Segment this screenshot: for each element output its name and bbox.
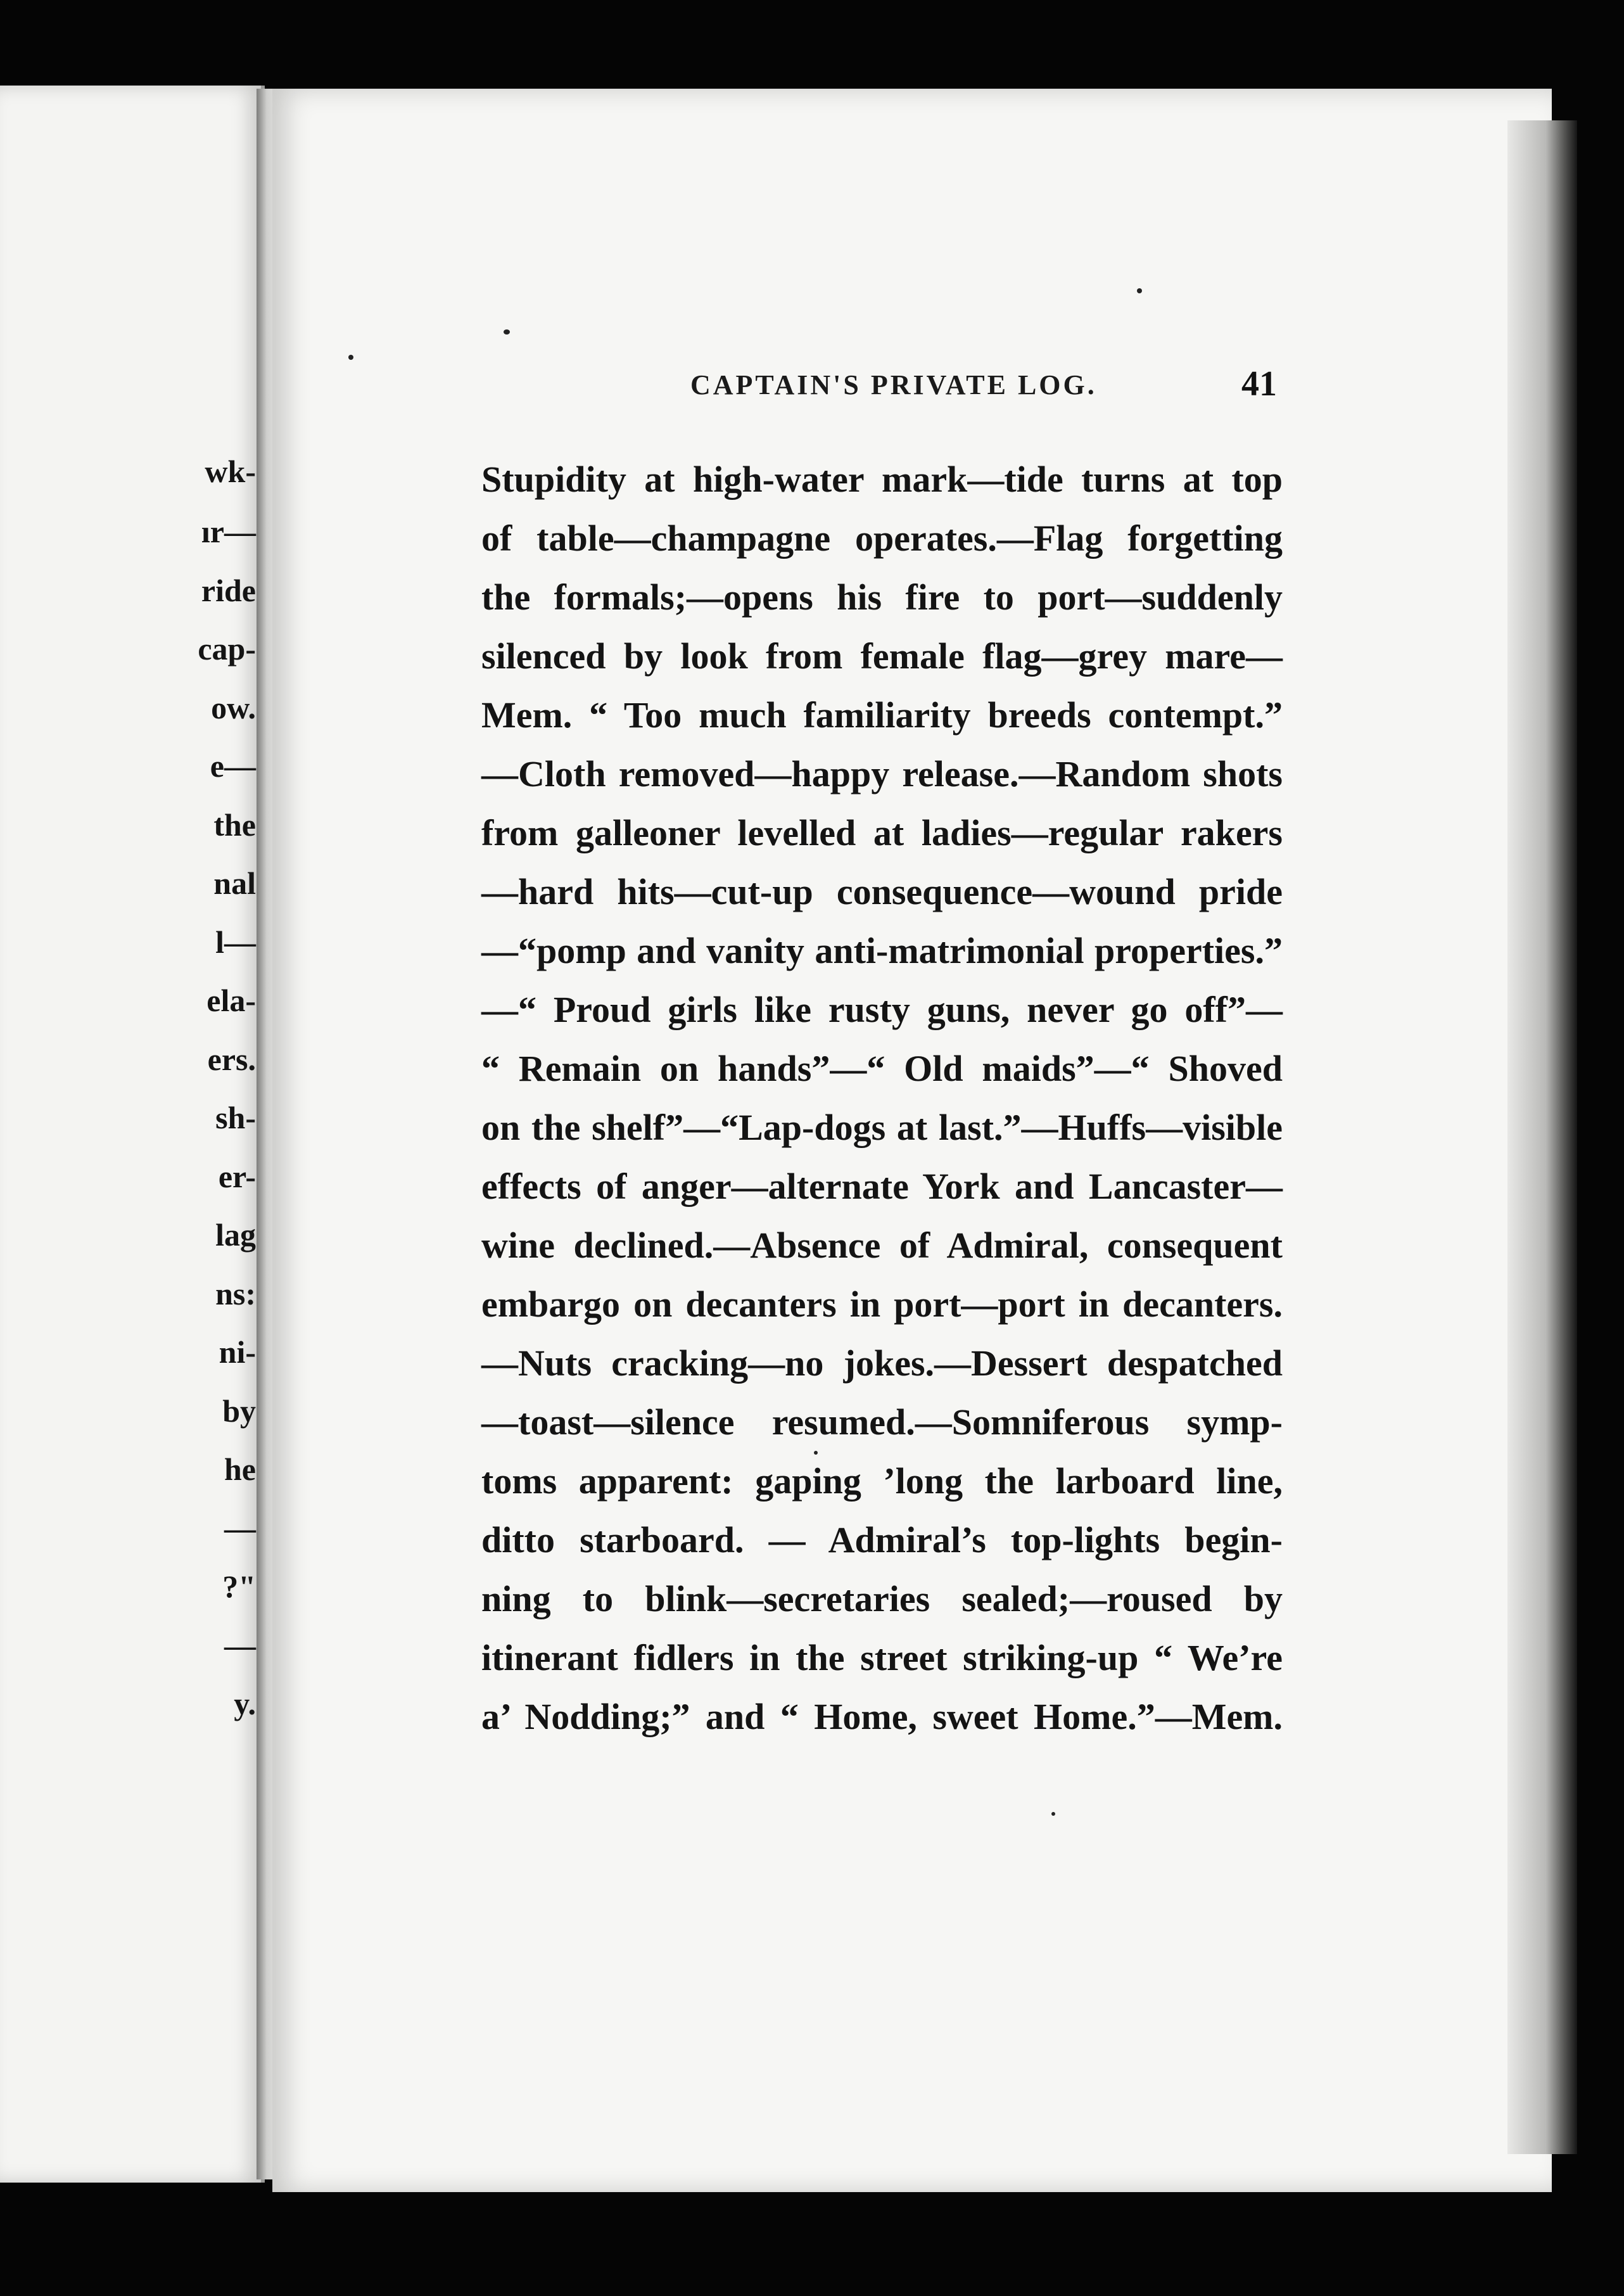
text-line: a’ Nodding;” and “ Home, sweet Home.”—Mem.: [481, 1696, 1283, 1737]
left-fragment: ela-: [206, 983, 256, 1018]
left-fragment: ride: [201, 573, 256, 608]
page-edge-shadow: [1507, 120, 1577, 2154]
left-fragment: ır—: [201, 514, 256, 549]
text-line: —toast—silence resumed.—Somniferous symp-: [481, 1401, 1283, 1443]
left-fragment: ns:: [215, 1276, 256, 1311]
left-fragment: sh-: [215, 1100, 256, 1135]
text-line: itinerant fidlers in the street striking-up “ We’re: [481, 1637, 1283, 1678]
text-line: —hard hits—cut-up consequence—wound pride: [481, 871, 1283, 912]
left-fragment: the: [213, 807, 256, 843]
text-line: Mem. “ Too much familiarity breeds contempt.”: [481, 694, 1283, 736]
text-line: ning to blink—secretaries sealed;—roused by: [481, 1578, 1283, 1619]
left-fragment: ni-: [219, 1334, 256, 1370]
text-line: ditto starboard. — Admiral’s top-lights begin-: [481, 1519, 1283, 1560]
left-fragment: ers.: [207, 1042, 256, 1077]
left-fragment: he: [224, 1451, 256, 1487]
dust-speck: [504, 329, 510, 335]
text-line: Stupidity at high-water mark—tide turns at top: [481, 459, 1283, 500]
left-fragment: l—: [215, 924, 256, 960]
left-fragment: lag: [215, 1217, 256, 1253]
left-fragment: wk-: [205, 454, 256, 489]
left-fragment: e—: [210, 748, 256, 784]
text-line: of table—champagne operates.—Flag forgetting: [481, 518, 1283, 559]
left-fragment: nal: [213, 865, 256, 901]
left-fragment: cap-: [198, 631, 256, 666]
dust-speck: [814, 1451, 818, 1455]
text-line: —Cloth removed—happy release.—Random shots: [481, 753, 1283, 794]
left-fragment: —: [224, 1628, 256, 1663]
text-line: “ Remain on hands”—“ Old maids”—“ Shoved: [481, 1048, 1283, 1089]
left-fragment: er-: [218, 1159, 256, 1194]
text-line: toms apparent: gaping ’long the larboard line,: [481, 1460, 1283, 1502]
text-line: on the shelf”—“Lap-dogs at last.”—Huffs—visible: [481, 1107, 1283, 1148]
text-line: effects of anger—alternate York and Lancaster—: [481, 1166, 1283, 1207]
page-number: 41: [1241, 364, 1277, 404]
text-line: wine declined.—Absence of Admiral, consequent: [481, 1225, 1283, 1266]
dust-speck: [1137, 288, 1142, 293]
text-line: from galleoner levelled at ladies—regular rakers: [481, 812, 1283, 853]
text-line: —Nuts cracking—no jokes.—Dessert despatched: [481, 1343, 1283, 1384]
left-page: [0, 86, 265, 2183]
left-fragment: ow.: [211, 690, 256, 725]
text-line: silenced by look from female flag—grey mare—: [481, 635, 1283, 677]
text-line: embargo on decanters in port—port in decanters.: [481, 1284, 1283, 1325]
left-fragment: ?": [222, 1569, 256, 1604]
text-line: —“ Proud girls like rusty guns, never go off”—: [481, 989, 1283, 1030]
left-fragment: y.: [234, 1686, 256, 1721]
dust-speck: [348, 355, 353, 360]
left-fragment: by: [222, 1393, 256, 1429]
dust-speck: [1051, 1812, 1055, 1816]
left-fragment: —: [224, 1510, 256, 1546]
page-body-text: [481, 450, 1283, 1746]
text-line: the formals;—opens his fire to port—suddenly: [481, 577, 1283, 618]
running-head: CAPTAIN'S PRIVATE LOG.: [690, 369, 1097, 400]
text-line: —“pomp and vanity anti-matrimonial properties.”: [481, 930, 1283, 971]
